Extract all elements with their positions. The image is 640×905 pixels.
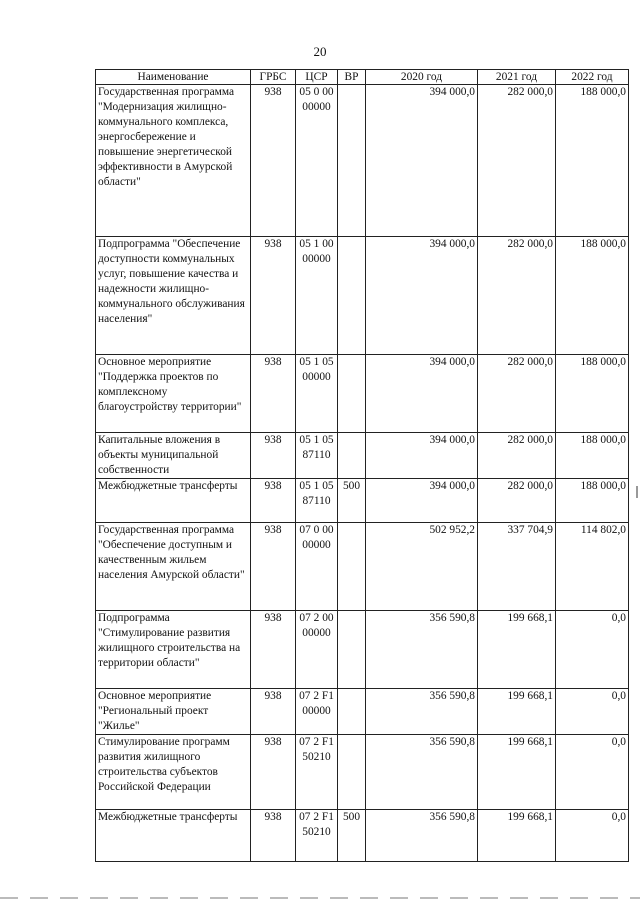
cell-2021: 199 668,1 [478,810,556,862]
cell-vr [338,611,366,689]
cell-2020: 394 000,0 [366,355,478,433]
cell-vr [338,433,366,479]
cell-name: Капитальные вложения в объекты муниципальной собственности [96,433,251,479]
cell-name: Подпрограмма "Обеспечение доступности коммунальных услуг, повышение качества и надежности жилищно-коммунального обслуживания населения" [96,237,251,355]
cell-csr: 07 2 F1 00000 [296,689,338,735]
header-2021: 2021 год [478,70,556,85]
cell-2022: 188 000,0 [556,355,629,433]
cell-grbs: 938 [251,355,296,433]
table-row [96,523,629,611]
table-row [96,479,629,523]
cell-2021: 282 000,0 [478,479,556,523]
cell-csr: 05 0 00 00000 [296,85,338,237]
cell-2021: 337 704,9 [478,523,556,611]
cell-2020: 394 000,0 [366,237,478,355]
cell-grbs: 938 [251,523,296,611]
cell-vr [338,735,366,810]
cell-csr: 05 1 05 87110 [296,479,338,523]
cell-vr [338,523,366,611]
header-vr: ВР [338,70,366,85]
cell-2020: 356 590,8 [366,735,478,810]
cell-2020: 394 000,0 [366,433,478,479]
cell-grbs: 938 [251,237,296,355]
cell-2020: 356 590,8 [366,810,478,862]
cell-grbs: 938 [251,433,296,479]
cell-vr [338,355,366,433]
cell-2022: 188 000,0 [556,479,629,523]
cell-csr: 07 0 00 00000 [296,523,338,611]
cell-grbs: 938 [251,611,296,689]
cell-vr [338,85,366,237]
cell-2021: 199 668,1 [478,611,556,689]
cell-name: Государственная программа "Модернизация жилищно-коммунального комплекса, энергосбережение и повышение энергетической эффективности в Амурской области" [96,85,251,237]
cell-2022: 0,0 [556,735,629,810]
cell-2022: 0,0 [556,611,629,689]
cell-grbs: 938 [251,810,296,862]
cell-2020: 356 590,8 [366,611,478,689]
table-row [96,735,629,810]
table-row [96,355,629,433]
table-row [96,237,629,355]
cell-csr: 07 2 00 00000 [296,611,338,689]
page-number: 20 [313,44,327,59]
cell-2021: 282 000,0 [478,85,556,237]
cell-vr [338,237,366,355]
cell-2020: 394 000,0 [366,479,478,523]
table-header-row [96,70,629,85]
header-name: Наименование [96,70,251,85]
cell-grbs: 938 [251,735,296,810]
cell-2022: 188 000,0 [556,85,629,237]
cell-2022: 0,0 [556,810,629,862]
cell-vr [338,689,366,735]
cell-2020: 394 000,0 [366,85,478,237]
table-row [96,810,629,862]
cell-name: Подпрограмма "Стимулирование развития жилищного строительства на территории области" [96,611,251,689]
budget-table [95,69,629,862]
table-row [96,611,629,689]
cell-grbs: 938 [251,85,296,237]
cell-2022: 188 000,0 [556,433,629,479]
table-row [96,85,629,237]
cell-csr: 07 2 F1 50210 [296,810,338,862]
cell-grbs: 938 [251,479,296,523]
cell-vr: 500 [338,810,366,862]
cell-2021: 199 668,1 [478,735,556,810]
scan-bottom-edge [0,897,640,899]
scan-edge-mark [636,486,638,498]
cell-name: Основное мероприятие "Поддержка проектов по комплексному благоустройству территории" [96,355,251,433]
cell-2021: 282 000,0 [478,355,556,433]
table-body [96,85,629,862]
header-grbs: ГРБС [251,70,296,85]
cell-grbs: 938 [251,689,296,735]
header-2020: 2020 год [366,70,478,85]
cell-2021: 282 000,0 [478,433,556,479]
header-2022: 2022 год [556,70,629,85]
cell-vr: 500 [338,479,366,523]
cell-name: Стимулирование программ развития жилищного строительства субъектов Российской Федерации [96,735,251,810]
cell-2020: 356 590,8 [366,689,478,735]
cell-2021: 199 668,1 [478,689,556,735]
cell-2022: 188 000,0 [556,237,629,355]
cell-2020: 502 952,2 [366,523,478,611]
cell-2022: 0,0 [556,689,629,735]
header-csr: ЦСР [296,70,338,85]
cell-name: Государственная программа "Обеспечение доступным и качественным жильем населения Амурской области" [96,523,251,611]
cell-csr: 07 2 F1 50210 [296,735,338,810]
cell-csr: 05 1 05 00000 [296,355,338,433]
cell-csr: 05 1 05 87110 [296,433,338,479]
cell-name: Межбюджетные трансферты [96,479,251,523]
cell-2021: 282 000,0 [478,237,556,355]
cell-name: Основное мероприятие "Региональный проект "Жилье" [96,689,251,735]
cell-name: Межбюджетные трансферты [96,810,251,862]
cell-csr: 05 1 00 00000 [296,237,338,355]
cell-2022: 114 802,0 [556,523,629,611]
table-row [96,689,629,735]
table-row [96,433,629,479]
